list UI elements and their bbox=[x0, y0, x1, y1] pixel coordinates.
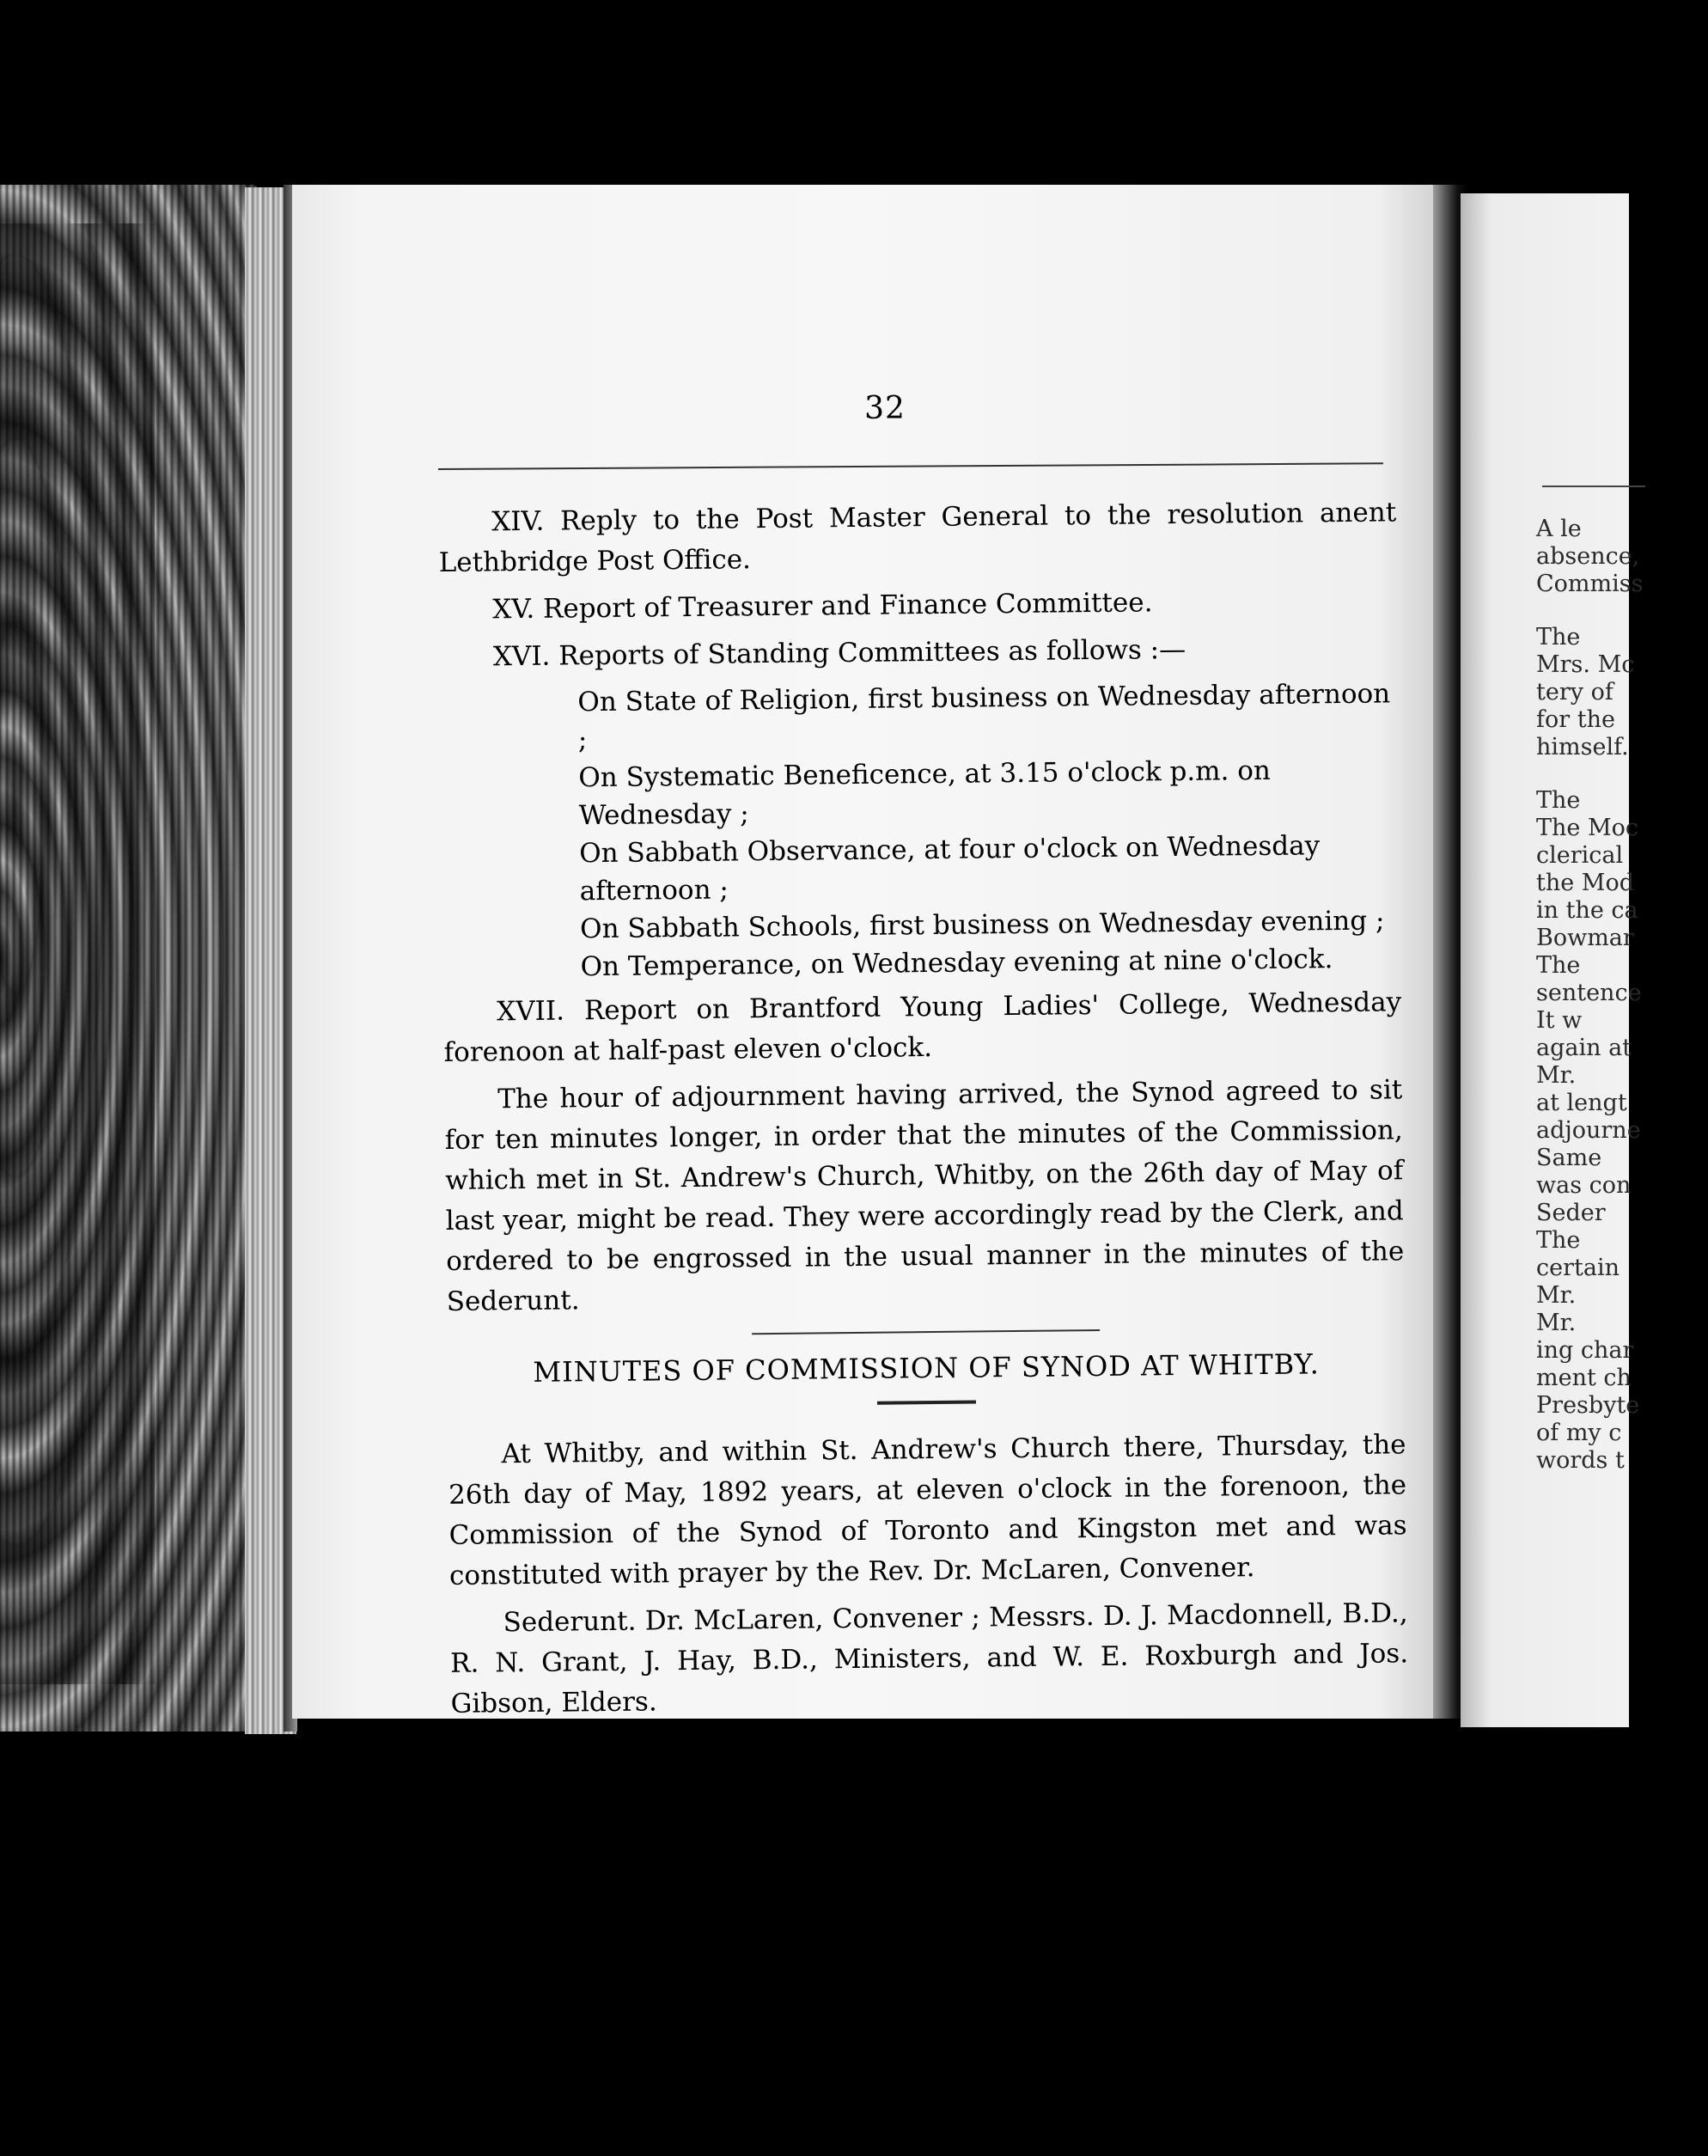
right-page-line: tery of bbox=[1536, 679, 1613, 705]
committee-item: On Sabbath Observance, at four o'clock on Wednesday afternoon ; bbox=[579, 830, 1321, 907]
right-page-line: words t bbox=[1536, 1447, 1625, 1474]
committee-item: On Temperance, on Wednesday evening at nine o'clock. bbox=[580, 944, 1333, 983]
right-page-line: The bbox=[1536, 952, 1581, 979]
right-page-line: himself. bbox=[1536, 734, 1629, 760]
right-page-line: Mrs. Mc bbox=[1536, 651, 1635, 678]
right-page-line: The bbox=[1536, 1227, 1581, 1254]
right-page-text bbox=[1536, 516, 1708, 1475]
right-page-line: ing char bbox=[1536, 1337, 1634, 1364]
right-page-line: The Moc bbox=[1536, 815, 1638, 841]
right-page-line: The bbox=[1536, 624, 1581, 650]
section-divider bbox=[752, 1329, 1100, 1335]
right-page-line: was con bbox=[1536, 1172, 1632, 1199]
right-page-line: A le bbox=[1536, 516, 1582, 542]
right-page-line: Mr. bbox=[1536, 1282, 1577, 1309]
right-page-line: Presbyte bbox=[1536, 1392, 1640, 1419]
minutes-paragraph: The Convener read the extract minute of Synod of Toronto and Kingston authorizing the Commission to consider and adjudicate on the Protest and Appeal of Mrs. F. F. McArthur, against a decision of the Presbytery of Whitby, in the matter of charges brought by her against a member of the Kirk Session of St. Paul's Church, Bowmanville. bbox=[452, 1813, 1412, 2056]
right-page-line: It w bbox=[1536, 1007, 1583, 1034]
page-number: 32 bbox=[864, 391, 906, 426]
agenda-item-xv: XV. Report of Treasurer and Finance Committee. bbox=[492, 587, 1153, 626]
right-page-line: sentence bbox=[1536, 980, 1642, 1006]
right-page bbox=[1461, 193, 1644, 1727]
page-body bbox=[438, 492, 1413, 2156]
adjournment-paragraph: The hour of adjournment having arrived, the Synod agreed to sit for ten minutes longer, in order that the minutes of the Commission, which met in St. Andrew's Church, Whitby, on the 26th day of May of last year, might be read. They were accordingly read by the Clerk, and ordered to be engrossed in the usual manner in the minutes of the Sederunt. bbox=[444, 1074, 1405, 1317]
agenda-item-xvi: XVI. Reports of Standing Committees as follows :— bbox=[492, 633, 1186, 673]
right-page-line: Bowmar bbox=[1536, 925, 1634, 951]
right-page-line: adjourne bbox=[1536, 1117, 1641, 1144]
right-page-line: certain bbox=[1536, 1255, 1620, 1281]
minutes-paragraph: On motion duly made and seconded, Mr. J. Hay was appointed Clerk, bbox=[451, 1725, 1410, 1807]
right-page-line: Mr. bbox=[1536, 1310, 1577, 1336]
right-page-line: clerical bbox=[1536, 842, 1624, 869]
right-page-line: of my c bbox=[1536, 1420, 1622, 1446]
right-page-line: in the ca bbox=[1536, 897, 1638, 924]
minutes-paragraph: At Whitby, and within St. Andrew's Church there, Thursday, the 26th day of May, 1892 years, at eleven o'clock in the forenoon, the Commission of the Synod of Toronto and Kingston met and was constituted with prayer by the Rev. Dr. McLaren, Convener. bbox=[448, 1429, 1407, 1591]
right-page-line: for the bbox=[1536, 706, 1615, 733]
marbled-edge-shading bbox=[0, 223, 155, 1684]
right-page-line: ment ch bbox=[1536, 1365, 1632, 1391]
agenda-item-xiv: XIV. Reply to the Post Master General to the resolution anent Lethbridge Post Office. bbox=[438, 497, 1397, 578]
committee-item: On State of Religion, first business on Wednesday afternoon ; bbox=[577, 678, 1391, 756]
right-page-line: again at bbox=[1536, 1035, 1632, 1061]
right-page-line: The bbox=[1536, 787, 1581, 814]
minutes-paragraph: Sederunt. Dr. McLaren, Convener ; Messrs. D. J. Macdonnell, B.D., R. N. Grant, J. Hay, B.D., Ministers, and W. E. Roxburgh and Jos. Gibson, Elders. bbox=[449, 1597, 1409, 1719]
right-page-line: absence, bbox=[1536, 543, 1640, 570]
heading-rule bbox=[877, 1401, 976, 1405]
right-page-line: the Mod bbox=[1536, 870, 1634, 896]
right-page-rule bbox=[1542, 486, 1645, 487]
section-heading: MINUTES OF COMMISSION OF SYNOD AT WHITBY. bbox=[533, 1347, 1321, 1389]
committee-item: On Sabbath Schools, first business on Wednesday evening ; bbox=[580, 905, 1385, 945]
right-page-line: Seder bbox=[1536, 1200, 1606, 1226]
minutes-paragraph: There was read a note from Sheriff McLennan, giving reasons for his absence from the Commission. bbox=[454, 2062, 1413, 2144]
committee-list bbox=[440, 675, 1401, 987]
right-page-line: Same bbox=[1536, 1145, 1602, 1171]
agenda-item-xvii: XVII. Report on Brantford Young Ladies' College, Wednesday forenoon at half-past eleven o'clock. bbox=[443, 986, 1402, 1068]
committee-item: On Systematic Beneficence, at 3.15 o'clock p.m. on Wednesday ; bbox=[578, 754, 1272, 832]
right-page-line: at lengt bbox=[1536, 1090, 1627, 1116]
right-page-line: Mr. bbox=[1536, 1062, 1577, 1089]
right-page-line: Commiss bbox=[1536, 571, 1644, 597]
